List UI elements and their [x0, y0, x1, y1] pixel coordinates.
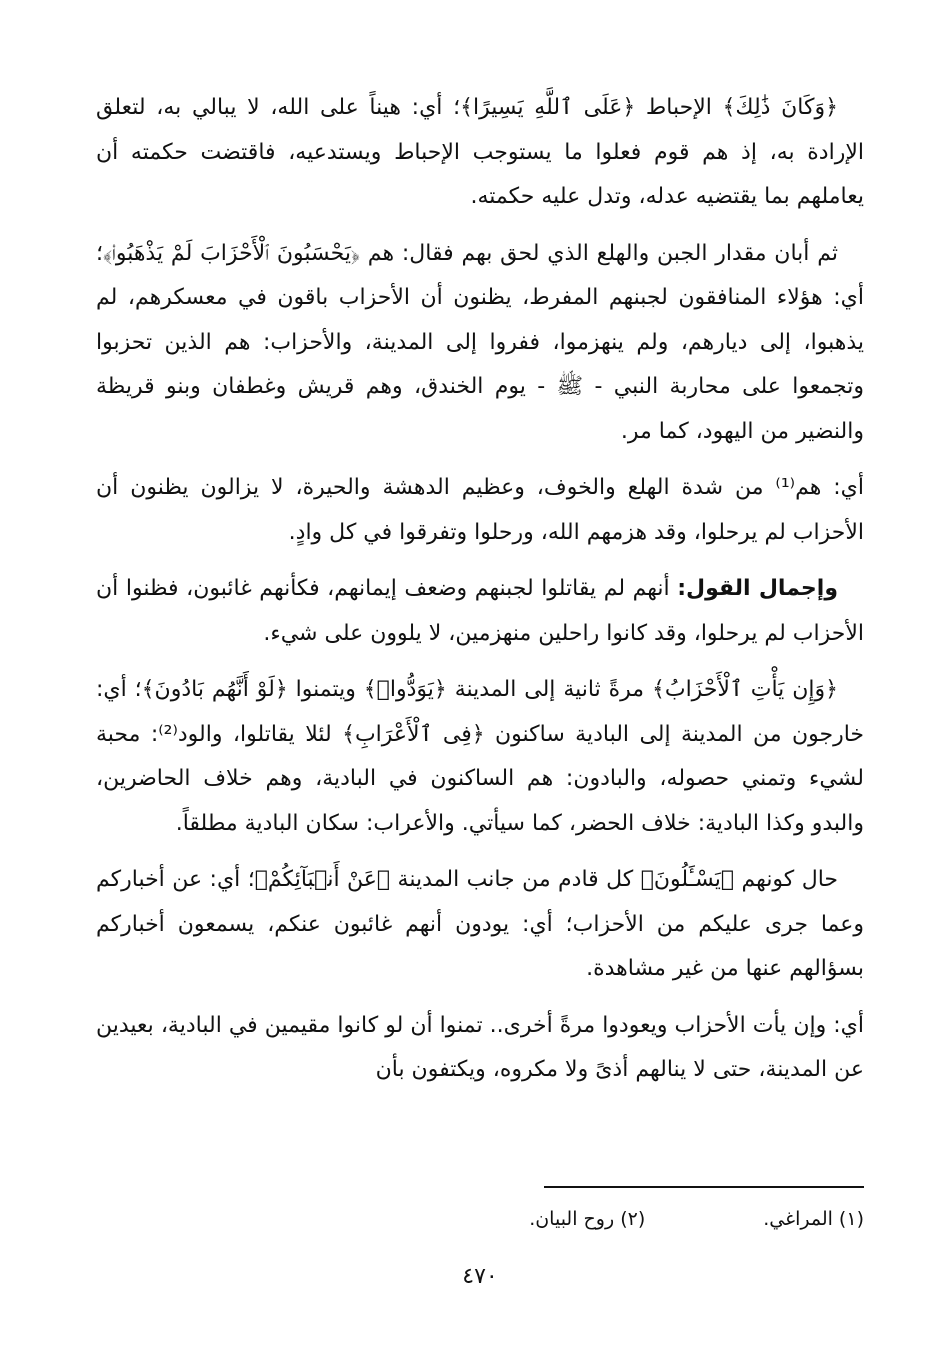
- ijmal-label: وإجمال القول:: [677, 576, 838, 601]
- paragraph-4: [96, 567, 864, 656]
- paragraph-2: ثم أبان مقدار الجبن والهلع الذي لحق بهم فقال: هم ﴿يَحْسَبُونَ ٱلْأَحْزَابَ لَمْ يَذْهَبُوا۟﴾؛ أي: هؤلاء المنافقون لجبنهم المفرط، يظنون أن الأحزاب باقون في معسكرهم، لم يذهبوا، إلى ديارهم، ولم ينهزموا، ففروا إلى المدينة، والأحزاب: هم الذين تحزبوا وتجمعوا على محاربة النبي - ﷺ - يوم الخندق، وهم قريش وغطفان وبنو قريظة والنضير من اليهود، كما مر.: [96, 240, 864, 444]
- paragraph-1: ﴿وَكَانَ ذَٰلِكَ﴾ الإحباط ﴿عَلَى ٱللَّهِ يَسِيرًا﴾؛ أي: هيناً على الله، لا يبالي به، لتعلق الإرادة به، إذ هم قوم فعلوا ما يستوجب الإحباط ويستدعيه، فاقتضت حكمته أن يعاملهم بما يقتضيه عدله، وتدل عليه حكمته.: [96, 95, 864, 209]
- paragraph-5: ﴿وَإِن يَأْتِ ٱلْأَحْزَابُ﴾ مرةً ثانية إلى المدينة ﴿يَوَدُّوا۟﴾ ويتمنوا ﴿لَوْ أَنَّهُم بَادُونَ﴾؛ أي: خارجون من المدينة إلى البادية ساكنون ﴿فِى ٱلْأَعْرَابِ﴾ لئلا يقاتلوا، والود⁽²⁾: محبة لشيء وتمني حصوله، والبادون: هم الساكنون في البادية، وهم خلاف الحاضرين، والبدو وكذا البادية: خلاف الحضر، كما سيأتي. والأعراب: سكان البادية مطلقاً.: [96, 677, 864, 836]
- footnotes: [96, 1204, 864, 1234]
- footnote-divider: [544, 1186, 864, 1188]
- page-number: ٤٧٠: [462, 1264, 498, 1289]
- paragraph-4-text: أنهم لم يقاتلوا لجبنهم وضعف إيمانهم، فكأنهم غائبون، فظنوا أن الأحزاب لم يرحلوا، وقد كانوا راحلين منهزمين، لا يلوون على شيء.: [96, 576, 864, 646]
- footnote-2: (٢) روح البيان.: [529, 1208, 646, 1230]
- paragraph-7: أي: وإن يأت الأحزاب ويعودوا مرةً أخرى.. تمنوا أن لو كانوا مقيمين في البادية، بعيدين عن المدينة، حتى لا ينالهم أذىً ولا مكروه، ويكتفون بأن: [96, 1012, 864, 1082]
- paragraph-6: حال كونهم ﴿يَسْـَٔلُونَ﴾ كل قادم من جانب المدينة ﴿عَنْ أَنۢبَآئِكُمْ﴾؛ أي: عن أخباركم وعما جرى عليكم من الأحزاب؛ أي: يودون أنهم غائبون عنكم، يسمعون أخباركم بسؤالهم عنها من غير مشاهدة.: [96, 867, 864, 981]
- footnote-1: (١) المراغي.: [763, 1208, 864, 1230]
- paragraph-3: أي: هم⁽¹⁾ من شدة الهلع والخوف، وعظيم الدهشة والحيرة، لا يزالون يظنون أن الأحزاب لم يرحلوا، وقد هزمهم الله، ورحلوا وتفرقوا في كل وادٍ.: [96, 475, 864, 545]
- page-body: [96, 86, 864, 1356]
